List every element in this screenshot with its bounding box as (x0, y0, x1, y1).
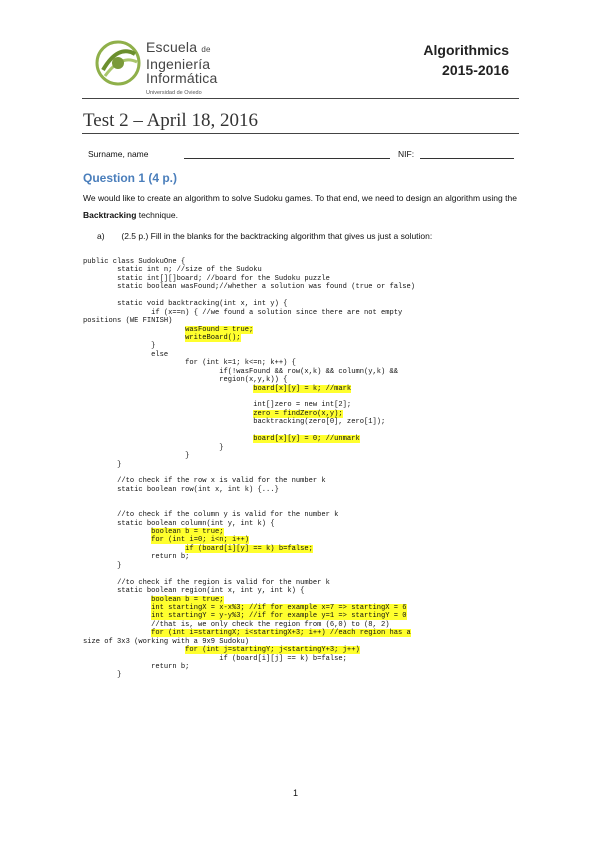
code-line: } (151, 342, 156, 351)
code-line (83, 427, 415, 435)
code-line: writeBoard(); (185, 333, 241, 342)
school-line3: Informática (146, 70, 218, 86)
code-line: int startingY = y-y%3; //if for example y=1 => startingY = 0 (151, 612, 407, 621)
code-line: board[x][y] = 0; //unmark (253, 435, 360, 444)
code-block (83, 258, 415, 680)
code-line: return b; (151, 663, 190, 671)
code-line: } (185, 452, 190, 461)
code-line (83, 503, 415, 511)
code-line: boolean b = true; (151, 528, 224, 536)
code-line: //to check if the region is valid for the number k (117, 578, 330, 587)
code-line: //to check if the column y is valid for the number k (117, 511, 339, 520)
code-line: static boolean column(int y, int k) { (117, 519, 275, 528)
code-line (83, 469, 415, 477)
code-line: static void backtracking(int x, int y) { (117, 300, 288, 309)
nif-label: NIF: (398, 149, 415, 159)
course-year: 2015-2016 (442, 62, 509, 78)
code-line: board[x][y] = k; //mark (253, 384, 352, 393)
question-intro (83, 190, 523, 224)
course-info (423, 40, 509, 80)
code-line: for (int k=1; k<=n; k++) { (185, 359, 296, 368)
code-line (83, 494, 415, 502)
code-line: } (117, 671, 122, 680)
code-line: //to check if the row x is valid for the number k (117, 477, 326, 486)
subquestion-text: (2.5 p.) Fill in the blanks for the backtracking algorithm that gives us just a solution: (121, 231, 433, 241)
code-line (83, 393, 415, 401)
code-line: if (board[i][j] == k) b=false; (219, 654, 347, 663)
question-heading: Question 1 (4 p.) (83, 171, 178, 185)
code-line (83, 570, 415, 578)
code-line: } (117, 460, 122, 469)
code-line: size of 3x3 (working with a 9x9 Sudoku) (83, 637, 250, 646)
code-line: backtracking(zero[0], zero[1]); (253, 418, 386, 427)
school-name (146, 40, 217, 100)
code-line: } (117, 561, 122, 570)
code-line: } (219, 443, 224, 452)
school-line1: Escuela (146, 39, 198, 55)
code-line: return b; (151, 553, 190, 562)
code-line: boolean b = true; (151, 595, 224, 604)
header-divider (82, 98, 519, 99)
code-line: int[]zero = new int[2]; (253, 401, 352, 410)
code-line: public class SudokuOne { (83, 258, 186, 266)
school-line1-small: de (201, 45, 211, 54)
code-line: if (x==n) { //we found a solution since there are not empty (151, 308, 403, 317)
code-line: for (int i=startingX; i<startingX+3; i++) //each region has a (151, 629, 411, 638)
surname-field[interactable] (184, 149, 390, 159)
code-line: //that is, we only check the region from (6,0) to (8, 2) (151, 620, 390, 629)
university-name: Universidad de Oviedo (146, 90, 202, 96)
code-line: if(!wasFound && row(x,k) && column(y,k) && (219, 367, 399, 376)
code-line: static boolean row(int x, int k) {...} (117, 485, 279, 494)
subquestion-label: a) (97, 231, 105, 241)
intro-text-1: We would like to create an algorithm to solve Sudoku games. To that end, we need to design an algorithm using the (83, 193, 517, 203)
code-line: wasFound = true; (185, 325, 254, 334)
student-fields (88, 149, 518, 159)
code-line: static int[][]board; //board for the Sudoku puzzle (117, 274, 330, 283)
title-divider (82, 133, 519, 134)
subquestion (97, 231, 432, 241)
intro-text-2: technique. (136, 210, 178, 220)
code-line: for (int j=startingY; j<startingY+3; j++) (185, 646, 360, 655)
code-line: zero = findZero(x,y); (253, 409, 343, 418)
code-line: for (int i=0; i<n; i++) (151, 536, 250, 545)
code-line: if (board[i][y] == k) b=false; (185, 544, 313, 553)
test-title: Test 2 – April 18, 2016 (83, 110, 258, 131)
code-line: else (151, 350, 169, 359)
page-number: 1 (293, 788, 299, 798)
code-line: int startingX = x-x%3; //if for example x=7 => startingX = 6 (151, 603, 407, 612)
code-line: static boolean wasFound;//whether a solution was found (true or false) (117, 283, 416, 292)
intro-bold: Backtracking (83, 210, 137, 220)
code-line: static int n; //size of the Sudoku (117, 266, 262, 275)
code-line: positions (WE FINISH) (83, 317, 173, 326)
school-logo-icon (95, 40, 141, 86)
code-line: static boolean region(int x, int y, int k) { (117, 587, 305, 596)
code-line (83, 292, 415, 300)
nif-field[interactable] (420, 149, 514, 159)
school-line2: Ingeniería (146, 56, 211, 72)
course-title: Algorithmics (423, 42, 509, 58)
code-line: region(x,y,k)) { (219, 376, 288, 385)
surname-label: Surname, name (88, 149, 149, 159)
